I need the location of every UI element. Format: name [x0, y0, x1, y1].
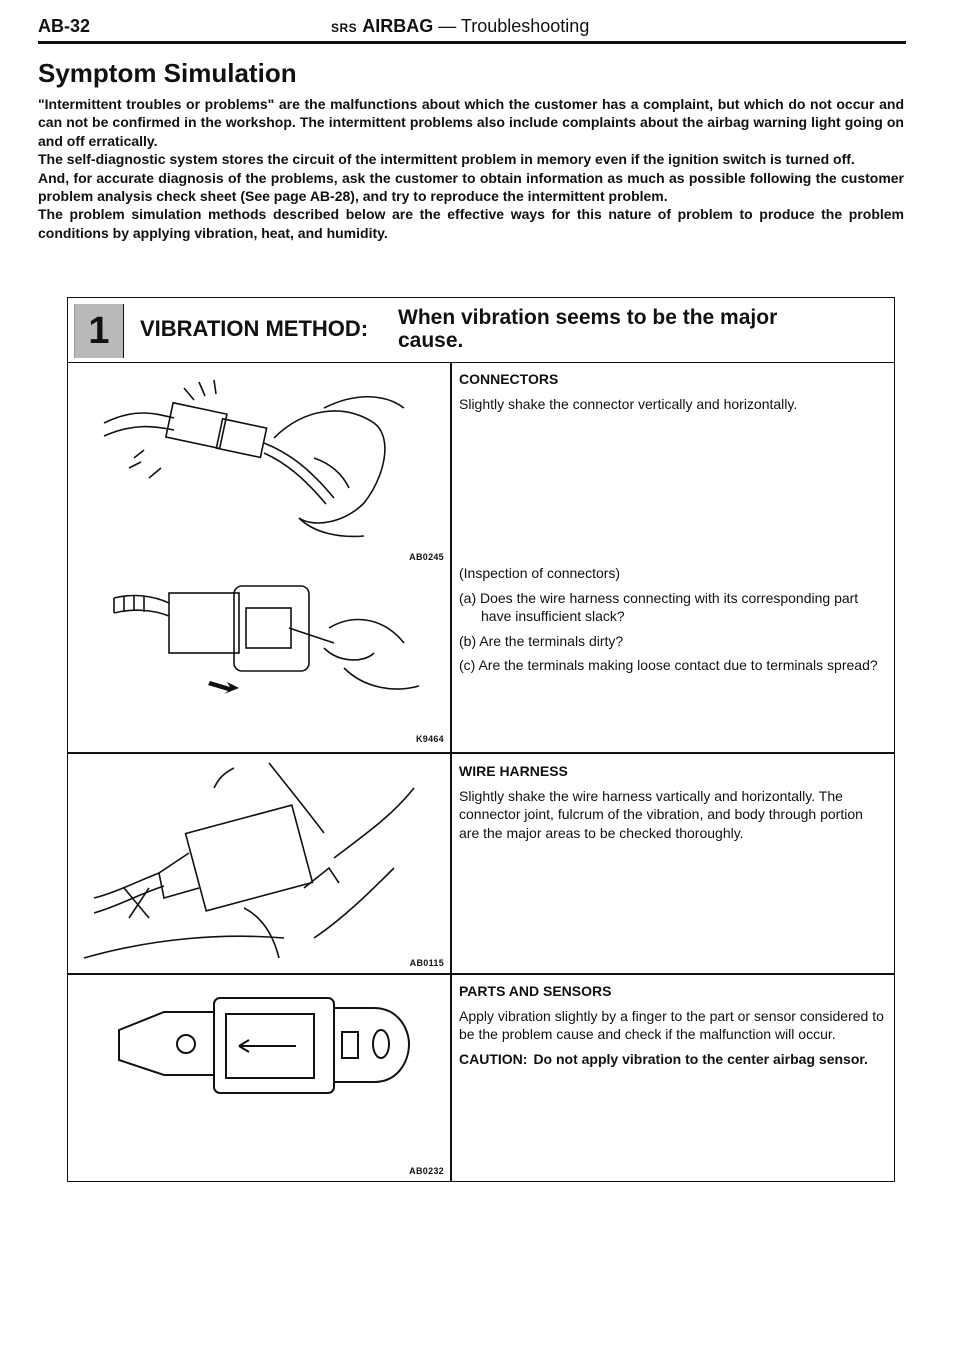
page-number: AB-32	[38, 16, 91, 36]
connector-shake-illustration	[74, 368, 446, 562]
figure-code: AB0115	[409, 958, 444, 968]
connectors-section	[459, 370, 887, 419]
inspection-item: (c) Are the terminals making loose contact due to terminals spread?	[459, 657, 878, 673]
connectors-text: Slightly shake the connector vertically and horizontally.	[459, 395, 798, 412]
sensor-drawing	[74, 980, 446, 1178]
wire-harness-section	[459, 762, 887, 848]
figure-code: AB0232	[409, 1166, 444, 1176]
page-header	[38, 14, 906, 44]
method-description	[398, 306, 777, 352]
intro-text	[38, 95, 904, 242]
running-title	[331, 16, 589, 37]
connector-inspection-illustration	[74, 568, 446, 748]
connectors-heading: CONNECTORS	[459, 371, 559, 387]
sensor-illustration	[74, 980, 446, 1178]
inspection-title: (Inspection of connectors)	[459, 565, 621, 581]
inspection-item: (b) Are the terminals dirty?	[459, 632, 624, 649]
figure-code: K9464	[415, 734, 444, 744]
title-dash: —	[438, 16, 457, 36]
parts-sensors-text: Apply vibration slightly by a finger to the part or sensor considered to be the problem cause and check if the malfunction will occur.	[459, 1007, 884, 1042]
caution-note	[459, 1050, 887, 1069]
section-label: AIRBAG	[362, 16, 434, 36]
srs-label: SRS	[331, 21, 358, 35]
wire-harness-text: Slightly shake the wire harness vartically and horizontally. The connector joint, fulcrum of the vibration, and body through portion are the major areas to be checked thoroughly.	[459, 787, 863, 841]
wire-harness-heading: WIRE HARNESS	[459, 763, 568, 779]
connector-shake-drawing	[74, 368, 446, 558]
intro-paragraph: And, for accurate diagnosis of the problems, ask the customer to obtain information as much as possible following the customer problem analysis check sheet (See page AB-28), and try to reproduce the intermittent problem.	[38, 169, 904, 205]
vibration-method-box	[67, 297, 895, 1182]
method-name: VIBRATION METHOD:	[140, 316, 369, 341]
connector-inspection-drawing	[74, 568, 446, 748]
intro-paragraph: "Intermittent troubles or problems" are the malfunctions about which the customer has a complaint, but which do not occur and can not be confirmed in the workshop. The intermittent problems also include complaints about the airbag warning light going on and off erratically.	[38, 96, 904, 149]
caution-label: CAUTION:	[459, 1050, 528, 1067]
caution-text: Do not apply vibration to the center airbag sensor.	[533, 1050, 868, 1067]
row-divider	[68, 973, 894, 975]
method-description-line2: cause.	[398, 329, 464, 352]
row-divider	[68, 752, 894, 754]
figure-code: AB0245	[409, 552, 444, 562]
column-divider	[450, 363, 452, 1181]
page-title: Symptom Simulation	[38, 58, 297, 88]
wire-harness-illustration	[74, 758, 446, 970]
subsection-label: Troubleshooting	[460, 16, 590, 36]
method-header	[68, 298, 894, 363]
method-number: 1	[88, 310, 110, 352]
intro-paragraph: The problem simulation methods described below are the effective ways for this nature of problem to produce the problem conditions by applying vibration, heat, and humidity.	[38, 206, 904, 241]
method-number-badge	[74, 304, 124, 358]
connector-inspection-section	[459, 564, 887, 681]
wire-harness-drawing	[74, 758, 446, 970]
parts-sensors-heading: PARTS AND SENSORS	[459, 983, 612, 999]
inspection-item: (a) Does the wire harness connecting with its corresponding part have insufficient slack?	[459, 589, 859, 624]
intro-paragraph: The self-diagnostic system stores the circuit of the intermittent problem in memory even if the ignition switch is turned off.	[38, 151, 855, 168]
method-description-line1: When vibration seems to be the major	[398, 306, 778, 329]
parts-sensors-section	[459, 982, 887, 1074]
